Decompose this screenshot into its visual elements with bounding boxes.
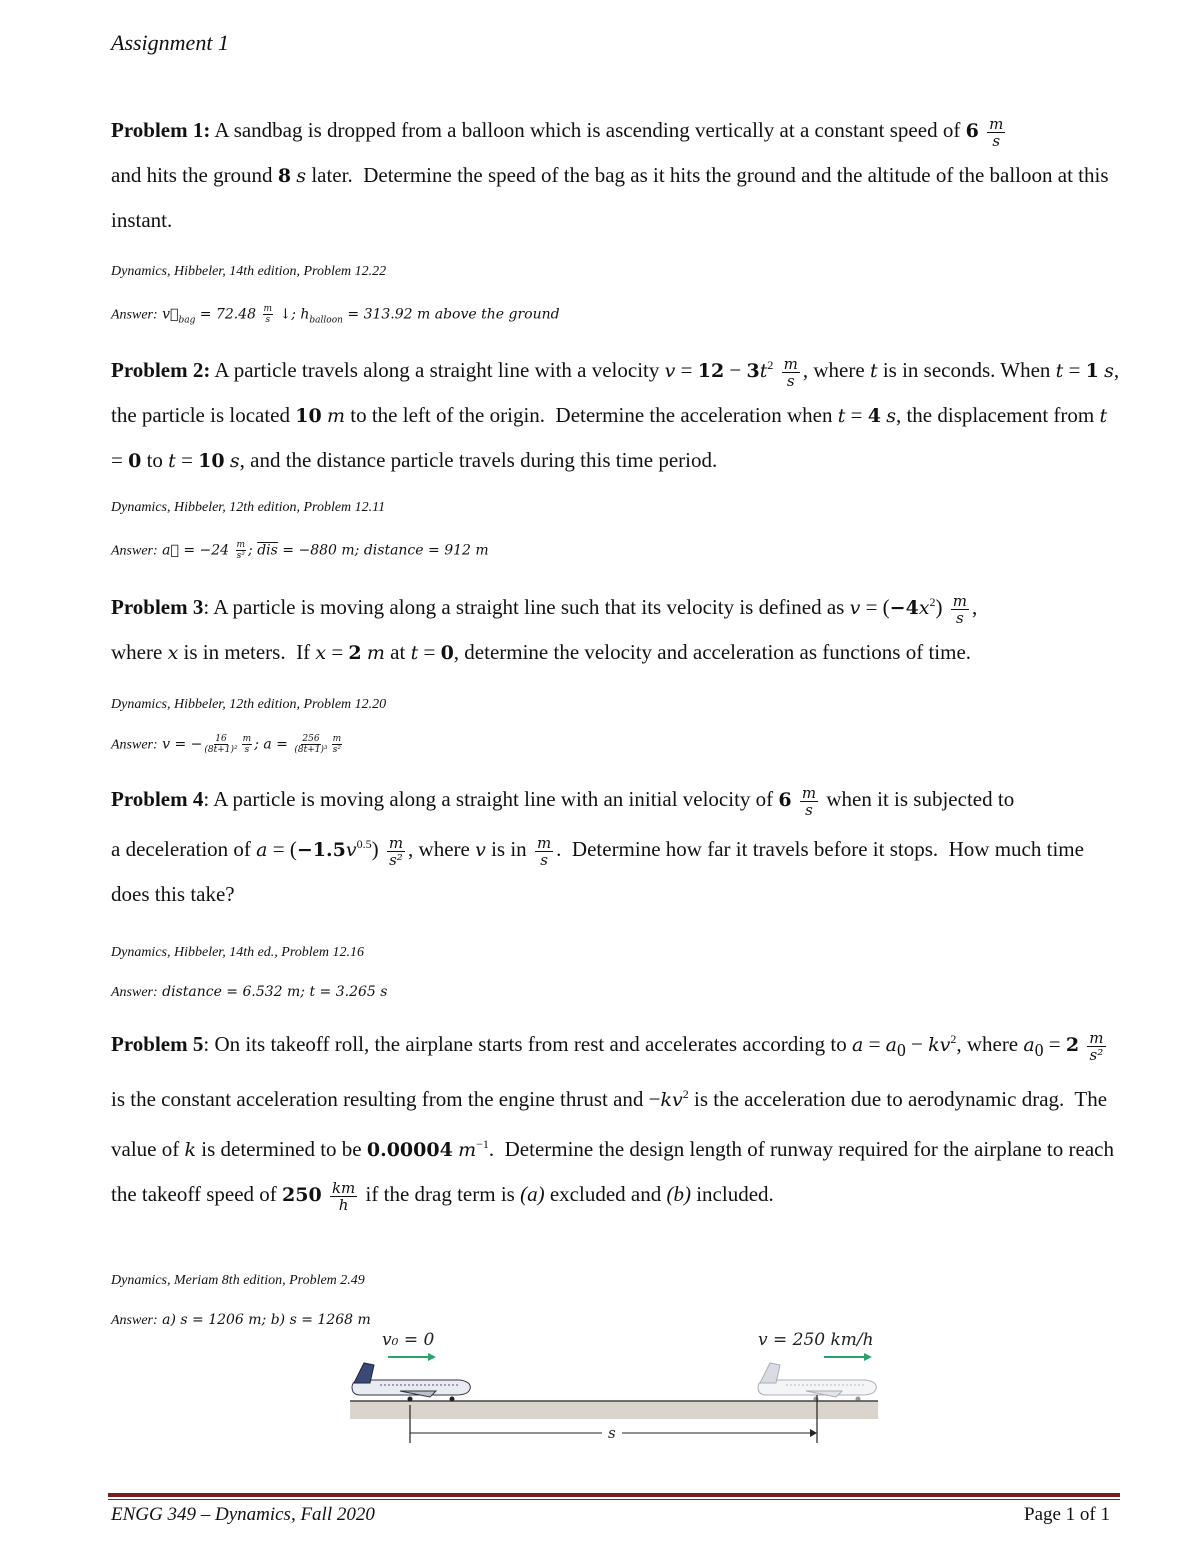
problem-1-source: Dynamics, Hibbeler, 14th edition, Problem 12.22: [111, 264, 387, 279]
footer-course: ENGG 349 – Dynamics, Fall 2020: [111, 1504, 375, 1525]
problem-2-source: Dynamics, Hibbeler, 12th edition, Problem 12.11: [111, 500, 386, 515]
problem-5-source: Dynamics, Meriam 8th edition, Problem 2.49: [111, 1273, 365, 1288]
document-header: Assignment 1: [111, 30, 229, 55]
problem-2-text: Problem 2: A particle travels along a straight line with a velocity $v = 12 - 3t^2$ $\frac{m}{s}$ , where t is in seconds. When t = 1 s, the particle is located 10 m to the left of the origin. Determine the acceleration when t = 4 s, the displacement from t = 0 to t = 10 s, and the distance particle travels during this time period.: [111, 354, 1120, 472]
footer-rule-thin: [108, 1499, 1120, 1500]
problem-5-answer: Answer: a) s = 1206 m; b) s = 1268 m: [111, 1312, 371, 1328]
runway: [350, 1401, 878, 1419]
airplane-start-icon: [352, 1363, 470, 1402]
footer-page-number: Page 1 of 1: [1024, 1504, 1111, 1525]
footer-rule: [108, 1493, 1120, 1497]
arrow-icon: [824, 1353, 872, 1361]
v-final-label: v = 250 km/h: [758, 1330, 874, 1350]
problem-4-label: Problem 4: [111, 787, 204, 811]
arrow-icon: [388, 1353, 436, 1361]
problem-4-text: Problem 4: A particle is moving along a straight line with an initial velocity of 6 $\frac{m}{s}$ when it is subjected to a deceleration of $a = (-1.5v^{0.5})$ $\frac{m}{\text{s²}}$ , where v is in $\frac{m}{s}$ . Determine how far it travels before it stops. How much time does this take?: [111, 783, 1084, 906]
problem-5-text: Problem 5: On its takeoff roll, the airplane starts from rest and accelerates according to $a = a_0 - kv^2$, where $a_0 = 2$ $\frac{m}{\text{s²}}$ is the constant acceleration resulting from the engine thrust and $-kv^2$ is the acceleration due to aerodynamic drag. The value of k is determined to be 0.00004 $m^{-1}$. Determine the design length of runway required for the airplane to reach the takeoff speed of 250 $\frac{km}{h}$ if the drag term is (a) excluded and (b) included.: [111, 1028, 1114, 1214]
problem-3-text: Problem 3: A particle is moving along a straight line such that its velocity is defined as $v = (-4x^2)$ $\frac{m}{s}$ , where x is in meters. If x = 2 m at t = 0, determine the velocity and acceleration as functions of time.: [111, 591, 978, 664]
problem-1-answer: Answer: $v⃗_{bag} = 72.48$ $\frac{m}{s}$ ↓; $h_{balloon} = 313.92$ m above the ground: [111, 304, 560, 326]
s-label: s: [608, 1424, 616, 1442]
problem-2-label: Problem 2:: [111, 358, 211, 382]
problem-3-source: Dynamics, Hibbeler, 12th edition, Problem 12.20: [111, 697, 387, 712]
problem-4-answer: Answer: distance = 6.532 m; t = 3.265 s: [111, 984, 388, 1000]
problem-1-label: Problem 1:: [111, 118, 211, 142]
problem-3-answer: Answer: v = − $\frac{16}{\text{(8t+1)²}}$ $\frac{m}{s}$ ; a = $\frac{256}{\text{(8t+1)³}}$ $\frac{m}{\text{s²}}$: [111, 734, 342, 755]
problem-2-answer: Answer: a⃗ = −24 $\frac{m}{\text{s²}}$ ; $\overline{dis} = -880$ m; distance = 912 m: [111, 540, 489, 561]
problem-3-label: Problem 3: [111, 595, 204, 619]
problem-5-label: Problem 5: [111, 1032, 204, 1056]
problem-1-text: Problem 1: A sandbag is dropped from a balloon which is ascending vertically at a constant speed of 6 $\frac{m}{s}$ and hits the ground 8 s later. Determine the speed of the bag as it hits the ground and the altitude of the balloon at this instant.: [111, 114, 1109, 232]
v0-label: v₀ = 0: [382, 1330, 435, 1350]
problem-4-source: Dynamics, Hibbeler, 14th ed., Problem 12.16: [111, 945, 364, 960]
takeoff-figure: [340, 1325, 890, 1455]
